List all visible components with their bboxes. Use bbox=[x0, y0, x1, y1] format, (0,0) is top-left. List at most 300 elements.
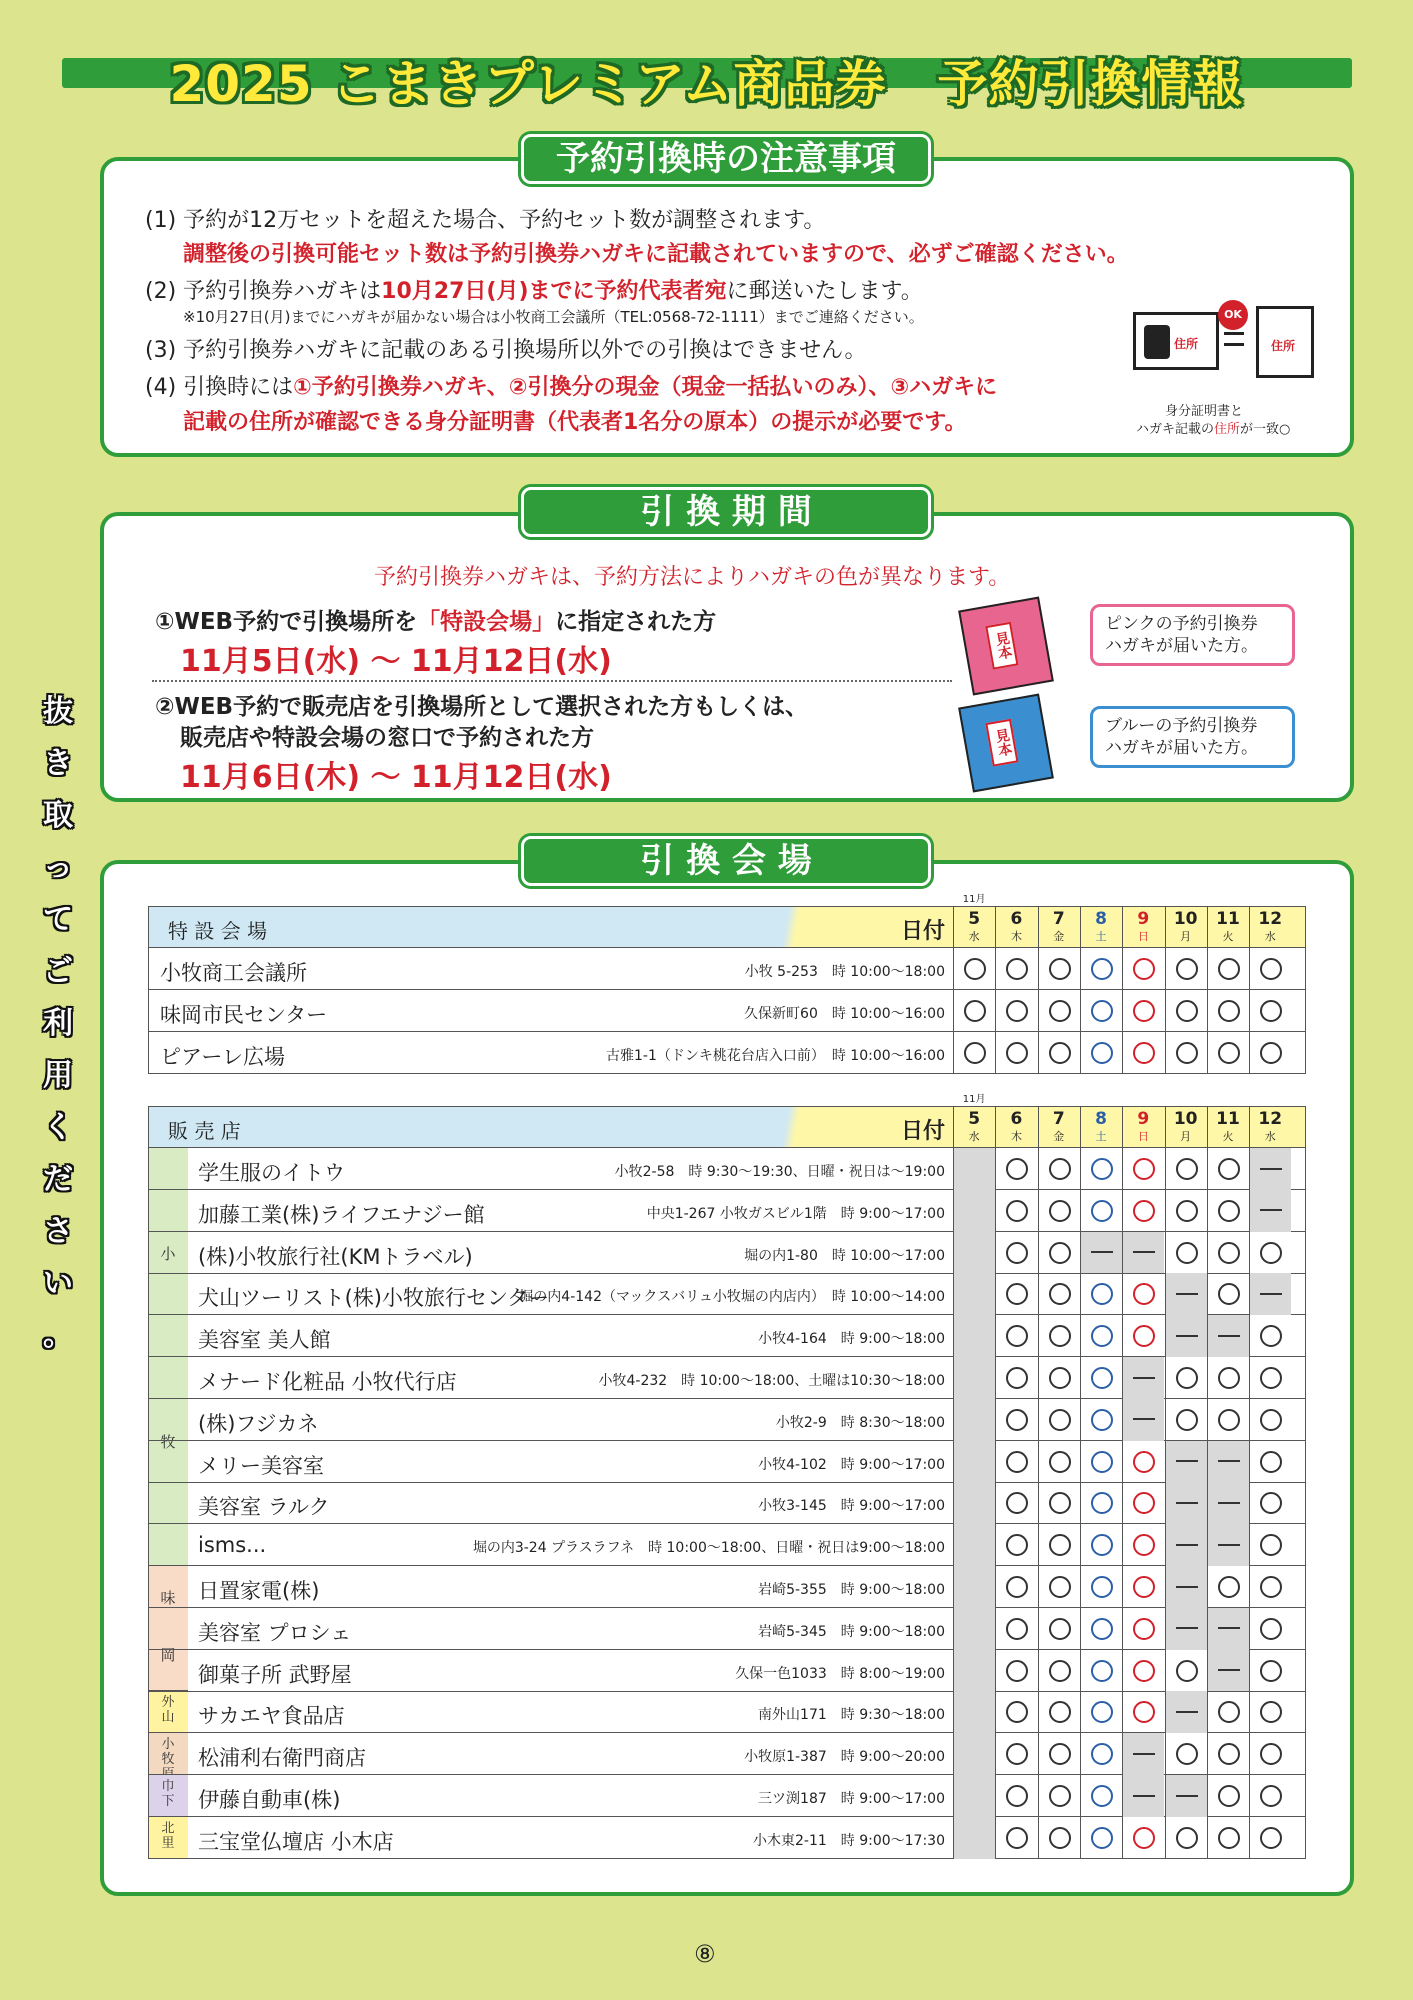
availability-cell bbox=[1122, 1283, 1166, 1309]
note-4a: (4) 引換時には bbox=[145, 375, 294, 400]
available-mark bbox=[1133, 1618, 1155, 1640]
pink-postcard bbox=[958, 597, 1054, 696]
availability-cell bbox=[1207, 1409, 1251, 1435]
available-mark bbox=[1006, 1492, 1028, 1514]
availability-cell bbox=[1207, 1660, 1251, 1679]
availability-cell bbox=[1038, 958, 1082, 984]
unavailable-cell bbox=[954, 1357, 995, 1399]
side-char: 取 bbox=[43, 798, 73, 833]
venue-name: 日置家電(株) bbox=[198, 1579, 320, 1603]
availability-cell bbox=[1080, 1200, 1124, 1226]
venue-name: ピアーレ広場 bbox=[160, 1044, 285, 1069]
availability-cell bbox=[1080, 1158, 1124, 1184]
table-left-border bbox=[148, 1148, 149, 1859]
day-number: 10 bbox=[1173, 1109, 1198, 1129]
available-mark bbox=[1006, 1451, 1028, 1473]
available-mark bbox=[1091, 1158, 1113, 1180]
availability-cell bbox=[1249, 1618, 1293, 1644]
available-mark bbox=[1176, 1409, 1198, 1431]
available-mark bbox=[1006, 1242, 1028, 1264]
availability-cell bbox=[1038, 1367, 1082, 1393]
availability-cell bbox=[995, 1534, 1039, 1560]
side-char: だ bbox=[43, 1162, 73, 1197]
unavailable-cell bbox=[954, 1482, 995, 1524]
availability-cell bbox=[995, 1325, 1039, 1351]
availability-cell bbox=[1207, 1200, 1251, 1226]
available-mark bbox=[1006, 1576, 1028, 1598]
id-card-label: 住所 bbox=[1174, 337, 1199, 351]
closed-mark bbox=[1176, 1293, 1198, 1295]
pink-callout-2: ハガキが届いた方。 bbox=[1105, 636, 1258, 656]
closed-mark bbox=[1133, 1418, 1155, 1420]
availability-cell bbox=[1249, 1158, 1293, 1177]
availability-cell bbox=[1122, 1743, 1166, 1762]
available-mark bbox=[1133, 1534, 1155, 1556]
available-mark bbox=[964, 958, 986, 980]
note-2b: 10月27日(月)までに予約代表者宛 bbox=[381, 279, 727, 304]
available-mark bbox=[1133, 1660, 1155, 1682]
availability-cell bbox=[1038, 1042, 1082, 1068]
period-divider bbox=[152, 680, 952, 682]
availability-cell bbox=[1165, 1576, 1209, 1595]
day-header bbox=[1207, 910, 1249, 946]
availability-cell bbox=[995, 1701, 1039, 1727]
available-mark bbox=[1091, 1785, 1113, 1807]
day-header bbox=[1249, 1110, 1291, 1146]
availability-cell bbox=[1207, 1827, 1251, 1853]
available-mark bbox=[1218, 1242, 1240, 1264]
availability-cell bbox=[1080, 1325, 1124, 1351]
area-label: 味 bbox=[160, 1589, 176, 1608]
availability-cell bbox=[1080, 958, 1124, 984]
availability-cell bbox=[1249, 1325, 1293, 1351]
day-number: 12 bbox=[1258, 1109, 1283, 1129]
availability-cell bbox=[1249, 1827, 1293, 1853]
closed-mark bbox=[1176, 1544, 1198, 1546]
available-mark bbox=[1091, 1000, 1113, 1022]
availability-cell bbox=[1080, 1367, 1124, 1393]
day-number: 7 bbox=[1052, 909, 1065, 929]
availability-cell bbox=[1165, 1660, 1209, 1686]
availability-cell bbox=[995, 1618, 1039, 1644]
availability-cell bbox=[1207, 1492, 1251, 1511]
availability-cell bbox=[1122, 1367, 1166, 1386]
side-char: 抜 bbox=[43, 694, 73, 729]
day-header bbox=[1122, 1110, 1164, 1146]
available-mark bbox=[1260, 1367, 1282, 1389]
weekday: 月 bbox=[1180, 930, 1192, 943]
blue-sample-stamp: 見本 bbox=[985, 719, 1018, 767]
availability-cell bbox=[1165, 1618, 1209, 1637]
available-mark bbox=[1133, 1701, 1155, 1723]
closed-mark bbox=[1176, 1795, 1198, 1797]
availability-cell bbox=[1165, 1827, 1209, 1853]
period-b-dates: 11月6日(木) ～ 11月12日(水) bbox=[180, 760, 612, 795]
venue-address-hours: 堀の内3-24 プラスラフネ 時 10:00～18:00、日曜・祝日は9:00～18:00 bbox=[472, 1540, 945, 1557]
venue-name: 学生服のイトウ bbox=[198, 1161, 345, 1185]
venue-name: (株)フジカネ bbox=[198, 1411, 319, 1436]
availability-cell bbox=[1122, 1042, 1166, 1068]
weekday: 土 bbox=[1095, 930, 1107, 943]
venues-heading: 引 換 会 場 bbox=[521, 836, 931, 886]
special-venues-label: 特 設 会 場 bbox=[168, 919, 268, 943]
closed-mark bbox=[1176, 1335, 1198, 1337]
venue-name: isms... bbox=[198, 1533, 267, 1558]
weekday: 土 bbox=[1095, 1130, 1107, 1143]
availability-cell bbox=[1080, 1660, 1124, 1686]
availability-cell bbox=[1080, 1242, 1124, 1261]
venue-address-hours: 堀の内1-80 時 10:00～17:00 bbox=[744, 1247, 945, 1264]
available-mark bbox=[1091, 1409, 1113, 1431]
available-mark bbox=[1049, 1367, 1071, 1389]
area-label: 牧 bbox=[160, 1432, 176, 1451]
stores-label: 販 売 店 bbox=[168, 1119, 241, 1143]
availability-cell bbox=[995, 958, 1039, 984]
availability-cell bbox=[1165, 1000, 1209, 1026]
availability-cell bbox=[1249, 1743, 1293, 1769]
side-char: 利 bbox=[43, 1006, 73, 1041]
availability-cell bbox=[1080, 1576, 1124, 1602]
weekday: 水 bbox=[1264, 930, 1276, 943]
availability-cell bbox=[1080, 1618, 1124, 1644]
availability-cell bbox=[1207, 1367, 1251, 1393]
venue-name: 松浦利右衛門商店 bbox=[198, 1746, 366, 1771]
side-char: く bbox=[43, 1110, 73, 1145]
area-label: 巾下 bbox=[161, 1779, 175, 1809]
closed-mark bbox=[1133, 1795, 1155, 1797]
weekday: 火 bbox=[1222, 930, 1234, 943]
day-number: 5 bbox=[968, 909, 981, 929]
available-mark bbox=[1176, 1367, 1198, 1389]
ok-badge: OK bbox=[1218, 300, 1248, 330]
day-number: 11 bbox=[1216, 1109, 1240, 1129]
closed-mark bbox=[1218, 1669, 1240, 1671]
period-a-label bbox=[155, 603, 716, 636]
venue-name: サカエヤ食品店 bbox=[198, 1704, 345, 1729]
period-a3: に指定された方 bbox=[555, 609, 717, 635]
availability-cell bbox=[1038, 1827, 1082, 1853]
id-caption-1: 身分証明書と bbox=[1165, 404, 1244, 419]
closed-mark bbox=[1218, 1627, 1240, 1629]
closed-mark bbox=[1176, 1502, 1198, 1504]
available-mark bbox=[1006, 1743, 1028, 1765]
availability-cell bbox=[1249, 1701, 1293, 1727]
availability-cell bbox=[995, 1242, 1039, 1268]
note-4c: 記載の住所が確認できる身分証明書（代表者1名分の原本）の提示が必要です。 bbox=[183, 410, 967, 435]
available-mark bbox=[1049, 1785, 1071, 1807]
note-1b: 調整後の引換可能セット数は予約引換券ハガキに記載されていますので、必ずご確認ください。 bbox=[183, 242, 1129, 267]
availability-cell bbox=[1165, 1325, 1209, 1344]
weekday: 日 bbox=[1137, 1130, 1149, 1143]
day-number: 12 bbox=[1258, 909, 1283, 929]
availability-cell bbox=[1122, 1785, 1166, 1804]
day-header bbox=[1249, 910, 1291, 946]
day-number: 6 bbox=[1010, 909, 1023, 929]
available-mark bbox=[1176, 1743, 1198, 1765]
available-mark bbox=[1049, 1701, 1071, 1723]
available-mark bbox=[1049, 1576, 1071, 1598]
available-mark bbox=[1260, 1534, 1282, 1556]
available-mark bbox=[1091, 1660, 1113, 1682]
date-label: 日付 bbox=[901, 919, 946, 944]
availability-cell bbox=[1207, 1785, 1251, 1811]
availability-cell bbox=[1080, 1743, 1124, 1769]
closed-mark bbox=[1133, 1377, 1155, 1379]
availability-cell bbox=[1122, 1660, 1166, 1686]
availability-cell bbox=[1165, 1785, 1209, 1804]
available-mark bbox=[1091, 1283, 1113, 1305]
available-mark bbox=[1049, 1283, 1071, 1305]
availability-cell bbox=[1122, 1242, 1166, 1261]
availability-cell bbox=[1038, 1000, 1082, 1026]
side-char: さ bbox=[43, 1214, 73, 1249]
availability-cell bbox=[995, 1743, 1039, 1769]
venue-address-hours: 小牧3-145 時 9:00～17:00 bbox=[758, 1498, 945, 1515]
closed-mark bbox=[1133, 1251, 1155, 1253]
availability-cell bbox=[1207, 1242, 1251, 1268]
side-char: ご bbox=[43, 954, 73, 989]
availability-cell bbox=[1165, 958, 1209, 984]
availability-cell bbox=[1165, 1158, 1209, 1184]
closed-mark bbox=[1218, 1335, 1240, 1337]
venue-name: 犬山ツーリスト(株)小牧旅行センター bbox=[198, 1286, 550, 1311]
available-mark bbox=[1091, 1827, 1113, 1849]
day-header bbox=[1080, 1110, 1122, 1146]
weekday: 水 bbox=[968, 1130, 980, 1143]
closed-mark bbox=[1176, 1460, 1198, 1462]
availability-cell bbox=[1080, 1000, 1124, 1026]
availability-cell bbox=[1207, 1701, 1251, 1727]
available-mark bbox=[1006, 1534, 1028, 1556]
closed-mark bbox=[1218, 1502, 1240, 1504]
availability-cell bbox=[1038, 1701, 1082, 1727]
unavailable-cell bbox=[954, 1817, 995, 1859]
availability-cell bbox=[1249, 1576, 1293, 1602]
unavailable-cell bbox=[954, 1608, 995, 1650]
availability-cell bbox=[1122, 958, 1166, 984]
note-3: (3) 予約引換券ハガキに記載のある引換場所以外での引換はできません。 bbox=[145, 338, 867, 363]
availability-cell bbox=[1122, 1827, 1166, 1853]
availability-cell bbox=[1207, 1534, 1251, 1553]
unavailable-cell bbox=[954, 1190, 995, 1232]
available-mark bbox=[1049, 1827, 1071, 1849]
available-mark bbox=[1091, 958, 1113, 980]
available-mark bbox=[1049, 1409, 1071, 1431]
available-mark bbox=[1260, 1618, 1282, 1640]
available-mark bbox=[1218, 1000, 1240, 1022]
unavailable-cell bbox=[954, 1441, 995, 1483]
weekday: 水 bbox=[1264, 1130, 1276, 1143]
period-a1: ①WEB予約で引換場所を bbox=[155, 609, 418, 635]
availability-cell bbox=[1249, 1000, 1293, 1026]
venue-name: 美容室 美人館 bbox=[198, 1328, 331, 1353]
availability-cell bbox=[1038, 1785, 1082, 1811]
unavailable-cell bbox=[954, 1566, 995, 1608]
availability-cell bbox=[1122, 1534, 1166, 1560]
availability-cell bbox=[1122, 1409, 1166, 1428]
available-mark bbox=[1260, 1827, 1282, 1849]
availability-cell bbox=[1165, 1042, 1209, 1068]
availability-cell bbox=[1080, 1451, 1124, 1477]
availability-cell bbox=[1207, 1618, 1251, 1637]
pink-callout bbox=[1090, 604, 1295, 666]
availability-cell bbox=[1207, 1158, 1251, 1184]
month-label: 11月 bbox=[962, 894, 986, 905]
available-mark bbox=[1133, 1451, 1155, 1473]
availability-cell bbox=[1207, 1042, 1251, 1068]
venue-name: 三宝堂仏壇店 小木店 bbox=[198, 1829, 394, 1854]
available-mark bbox=[1218, 1042, 1240, 1064]
closed-mark bbox=[1218, 1544, 1240, 1546]
availability-cell bbox=[1122, 1492, 1166, 1518]
available-mark bbox=[1091, 1618, 1113, 1640]
venue-address-hours: 小牧4-232 時 10:00～18:00、土曜は10:30～18:00 bbox=[598, 1373, 945, 1389]
availability-cell bbox=[1207, 1743, 1251, 1769]
available-mark bbox=[1091, 1534, 1113, 1556]
person-icon bbox=[1144, 325, 1170, 359]
availability-cell bbox=[1165, 1367, 1209, 1393]
closed-mark bbox=[1133, 1753, 1155, 1755]
availability-cell bbox=[1165, 1492, 1209, 1511]
available-mark bbox=[1260, 1242, 1282, 1264]
available-mark bbox=[1049, 1492, 1071, 1514]
availability-cell bbox=[953, 1042, 997, 1068]
day-number: 11 bbox=[1216, 909, 1240, 929]
equals-icon bbox=[1224, 332, 1244, 346]
availability-cell bbox=[1122, 1701, 1166, 1727]
availability-cell bbox=[1038, 1409, 1082, 1435]
availability-cell bbox=[1038, 1325, 1082, 1351]
unavailable-cell bbox=[954, 1148, 995, 1190]
availability-cell bbox=[1080, 1492, 1124, 1518]
available-mark bbox=[1176, 1827, 1198, 1849]
side-char: 用 bbox=[43, 1058, 73, 1093]
side-vertical-text bbox=[38, 686, 78, 1362]
venue-address-hours: 三ツ渕187 時 9:00～17:00 bbox=[758, 1791, 945, 1807]
pink-callout-1: ピンクの予約引換券 bbox=[1105, 614, 1258, 634]
availability-cell bbox=[1249, 1785, 1293, 1811]
id-card-illustration bbox=[1133, 312, 1219, 370]
availability-cell bbox=[1122, 1451, 1166, 1477]
availability-cell bbox=[1165, 1242, 1209, 1268]
venue-address-hours: 小牧4-164 時 9:00～18:00 bbox=[758, 1331, 945, 1348]
side-char: 。 bbox=[43, 1318, 73, 1353]
page-number: ⑧ bbox=[694, 1940, 716, 1968]
available-mark bbox=[1006, 1042, 1028, 1064]
month-label: 11月 bbox=[962, 1094, 986, 1105]
available-mark bbox=[1049, 1000, 1071, 1022]
availability-cell bbox=[1038, 1576, 1082, 1602]
available-mark bbox=[1218, 958, 1240, 980]
available-mark bbox=[1049, 958, 1071, 980]
closed-mark bbox=[1091, 1251, 1113, 1253]
available-mark bbox=[1006, 1158, 1028, 1180]
day-header bbox=[1038, 910, 1080, 946]
available-mark bbox=[1260, 1000, 1282, 1022]
availability-cell bbox=[1122, 1000, 1166, 1026]
availability-cell bbox=[1207, 958, 1251, 984]
day-number: 5 bbox=[968, 1109, 981, 1129]
availability-cell bbox=[995, 1451, 1039, 1477]
available-mark bbox=[1176, 958, 1198, 980]
closed-mark bbox=[1260, 1293, 1282, 1295]
weekday: 木 bbox=[1010, 1130, 1022, 1143]
available-mark bbox=[1218, 1701, 1240, 1723]
available-mark bbox=[1049, 1042, 1071, 1064]
unavailable-cell bbox=[954, 1315, 995, 1357]
availability-cell bbox=[1080, 1409, 1124, 1435]
available-mark bbox=[1091, 1576, 1113, 1598]
table-right-border bbox=[1305, 1148, 1306, 1859]
available-mark bbox=[1133, 1000, 1155, 1022]
period-b-label-1: ②WEB予約で販売店を引換場所として選択された方もしくは、 bbox=[155, 694, 809, 720]
availability-cell bbox=[1249, 1200, 1293, 1219]
available-mark bbox=[1218, 1743, 1240, 1765]
day-header bbox=[953, 910, 995, 946]
weekday: 日 bbox=[1137, 930, 1149, 943]
available-mark bbox=[1260, 1042, 1282, 1064]
side-char: て bbox=[43, 902, 73, 937]
availability-cell bbox=[1165, 1451, 1209, 1470]
available-mark bbox=[1049, 1743, 1071, 1765]
note-2-footnote: ※10月27日(月)までにハガキが届かない場合は小牧商工会議所（TEL:0568-72-1111）までご連絡ください。 bbox=[183, 308, 924, 326]
availability-cell bbox=[953, 1000, 997, 1026]
available-mark bbox=[1260, 1660, 1282, 1682]
availability-cell bbox=[1038, 1492, 1082, 1518]
available-mark bbox=[1006, 1785, 1028, 1807]
area-label: 北里 bbox=[161, 1820, 175, 1851]
day-header bbox=[1122, 910, 1164, 946]
availability-cell bbox=[995, 1409, 1039, 1435]
availability-cell bbox=[1165, 1283, 1209, 1302]
availability-cell bbox=[1122, 1200, 1166, 1226]
note-2 bbox=[145, 274, 923, 305]
day-header bbox=[1207, 1110, 1249, 1146]
available-mark bbox=[1218, 1200, 1240, 1222]
available-mark bbox=[1260, 1492, 1282, 1514]
closed-mark bbox=[1260, 1168, 1282, 1170]
weekday: 金 bbox=[1053, 930, 1065, 943]
availability-cell bbox=[1249, 1409, 1293, 1435]
available-mark bbox=[1176, 1000, 1198, 1022]
venue-address-hours: 久保一色1033 時 8:00～19:00 bbox=[735, 1665, 945, 1682]
note-4 bbox=[145, 370, 997, 401]
available-mark bbox=[1218, 1576, 1240, 1598]
venue-address-hours: 岩崎5-355 時 9:00～18:00 bbox=[758, 1582, 945, 1598]
period-a-dates: 11月5日(水) ～ 11月12日(水) bbox=[180, 644, 612, 679]
availability-cell bbox=[1249, 1242, 1293, 1268]
available-mark bbox=[1218, 1785, 1240, 1807]
availability-cell bbox=[1080, 1827, 1124, 1853]
area-label: 小 bbox=[160, 1244, 176, 1263]
available-mark bbox=[1091, 1701, 1113, 1723]
available-mark bbox=[1260, 1743, 1282, 1765]
availability-cell bbox=[1038, 1660, 1082, 1686]
available-mark bbox=[1049, 1158, 1071, 1180]
available-mark bbox=[1133, 958, 1155, 980]
available-mark bbox=[1218, 1827, 1240, 1849]
available-mark bbox=[1133, 1325, 1155, 1347]
available-mark bbox=[1091, 1200, 1113, 1222]
venue-address-hours: 小木東2-11 時 9:00～17:30 bbox=[752, 1832, 945, 1849]
date-label: 日付 bbox=[901, 1119, 946, 1144]
available-mark bbox=[1133, 1283, 1155, 1305]
day-header bbox=[1165, 910, 1207, 946]
postcard-illustration bbox=[1256, 306, 1314, 378]
available-mark bbox=[1091, 1492, 1113, 1514]
availability-cell bbox=[953, 958, 997, 984]
day-number: 7 bbox=[1052, 1109, 1065, 1129]
